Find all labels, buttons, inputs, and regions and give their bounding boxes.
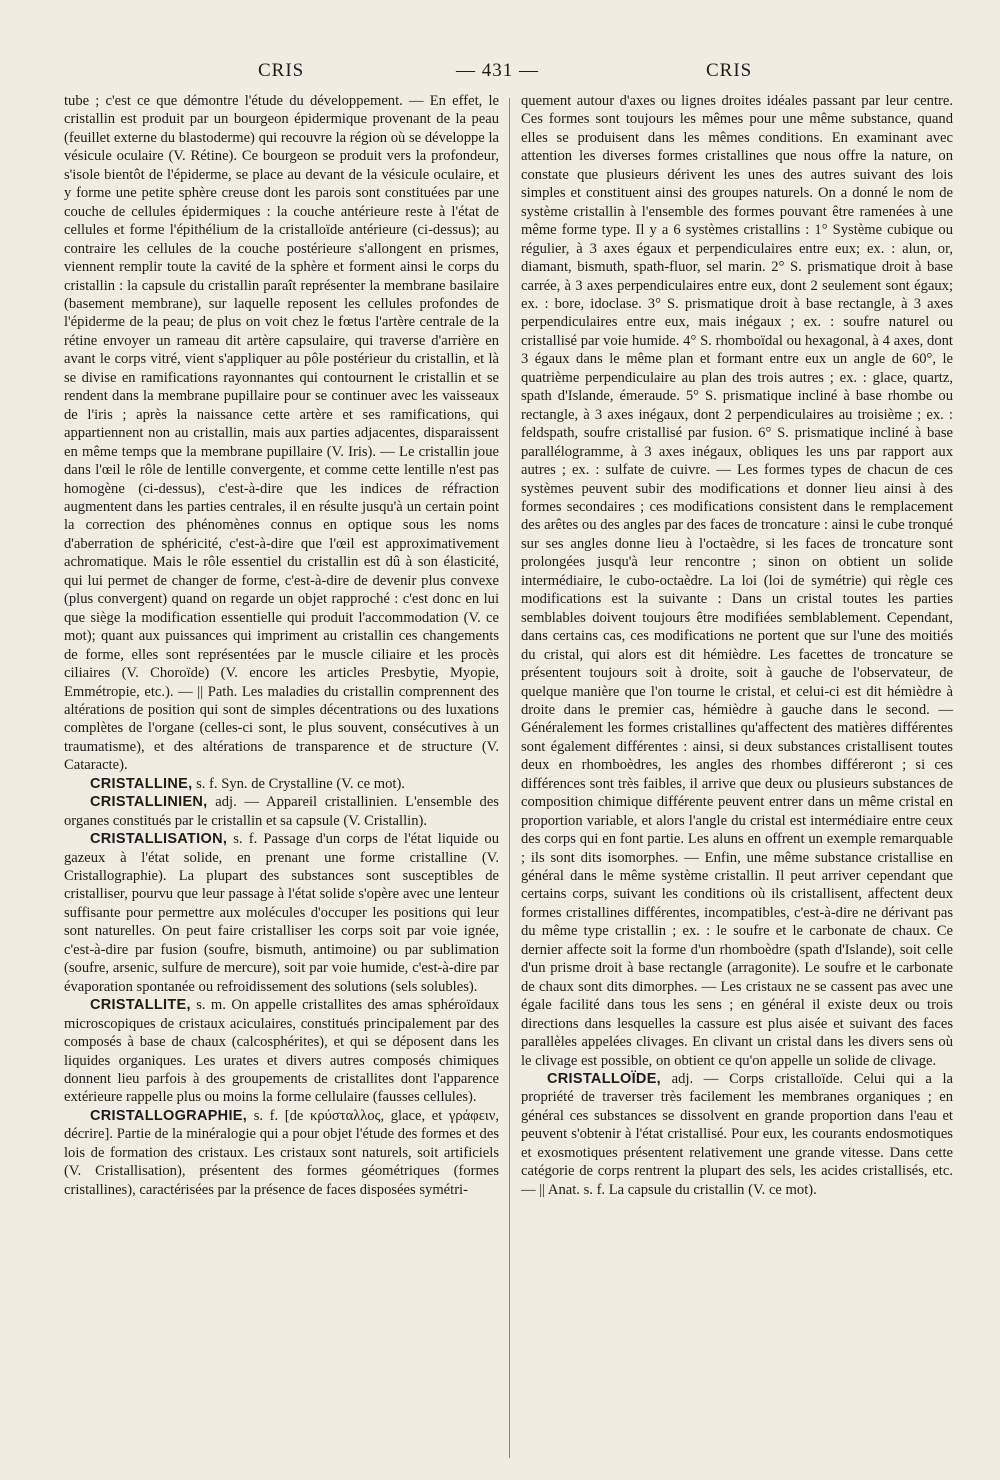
entry-body: adj. — Appareil cristallinien. L'ensemble des organes constitués par le cristallin et sa capsule (V. Cristallin).: [64, 794, 499, 829]
entry-body: s. m. On appelle cristallites des amas sphéroïdaux microscopiques de cristaux aciculaires, constitués principalement par des composés à base de chaux (calcosphérites), et qui se déposent dans les liquides organiques. Les urates et divers autres composés chimiques donnent lieu parfois à des groupements de cristallites dont l'apparence extérieure rappelle plus ou moins la forme cellulaire (fausses cellules).: [64, 997, 499, 1106]
headword: CRISTALLINIEN,: [90, 794, 208, 811]
left-column: [64, 92, 499, 1199]
entry-cristalloide: [521, 1070, 953, 1199]
headword: CRISTALLISATION,: [90, 831, 228, 848]
entry-cristallographie: [64, 1107, 499, 1199]
cristallin-continuation: tube ; c'est ce que démontre l'étude du développement. — En effet, le cristallin est produit par un bourgeon épidermique provenant de la peau (feuillet externe du blastoderme) qui recouvre la région où se développe la vésicule oculaire (V. Rétine). Ce bourgeon se produit vers la profondeur, s'isole bientôt de l'épiderme, se place au devant de la vésicule oculaire, et y forme une petite sphère creuse dont les parois sont constituées par une couche de cellules épidermiques : la couche antérieure reste à l'état de cellules et forme l'épithélium de la cristalloïde antérieure (ci-dessus); au contraire les cellules de la couche postérieure s'allongent en prismes, viennent remplir toute la cavité de la sphère et forment ainsi le corps du cristallin : la capsule du cristallin paraît représenter la membrane basilaire (basement membrane), sur laquelle reposent les cellules profondes de l'épiderme de la peau; de plus on voit chez le fœtus l'artère centrale de la rétine envoyer un rameau dit artère capsulaire, qui traverse d'arrière en avant le corps vitré, vient s'appliquer au pôle postérieur du cristallin, et là se divise en ramifications rayonnantes qui contournent le cristallin et se rendent dans la membrane pupillaire pour se continuer avec les vaisseaux de l'iris ; après la naissance cette artère et ses ramifications, qui appartiennent non au cristallin, mais aux parties adjacentes, disparaissent en même temps que la membrane pupillaire (V. Iris). — Le cristallin joue dans l'œil le rôle de lentille convergente, et comme cette lentille n'est pas homogène (ci-dessus), c'est-à-dire que les indices de réfraction augmentent dans les parties centrales, il en résulte jusqu'à un certain point la correction des phénomènes connus en optique sous les noms d'aberration de sphéricité, c'est-à-dire que l'œil est approximativement achromatique. Mais le rôle essentiel du cristallin est dû à son élasticité, qui lui permet de changer de forme, c'est-à-dire de devenir plus convexe (plus convergent) quand on regarde un objet rapproché : c'est donc en lui que siège la modification essentielle qui produit l'accommodation (V. ce mot); quant aux puissances qui impriment au cristallin ces changements de forme, elles sont représentées par le muscle ciliaire et les procès ciliaires (V. Choroïde) (V. encore les articles Presbytie, Myopie, Emmétropie, etc.). — || Path. Les maladies du cristallin comprennent des altérations de position qui sont de simples décentrations ou des luxations complètes de l'organe (celles-ci sont, le plus souvent, consécutives à un traumatisme), et des altérations de transparence et de structure (V. Cataracte).: [64, 93, 499, 774]
entry-body: adj. — Corps cristalloïde. Celui qui a la propriété de traverser très facilement les membranes organiques ; en général ces substances se dissolvent en grande proportion dans l'eau et peuvent s'obtenir à l'état cristallisé. Pour eux, les courants endosmotiques et exosmotiques présentent relativement une grande vitesse. Dans cette catégorie de corps rentrent la plupart des sels, les acides cristallisés, etc. — || Anat. s. f. La capsule du cristallin (V. ce mot).: [521, 1071, 953, 1198]
entry-body: s. f. Passage d'un corps de l'état liquide ou gazeux à l'état solide, en prenant une forme cristalline (V. Cristallographie). La plupart des substances sont susceptibles de cristalliser, pourvu que leur passage à l'état solide s'opère avec une lenteur suffisante pour permettre aux molécules d'occuper les positions qui leur sont naturelles. On peut faire cristalliser les corps soit par voie ignée, c'est-à-dire par fusion (soufre, bismuth, antimoine) ou par sublimation (soufre, arsenic, sulfure de mercure), soit par voie humide, c'est-à-dire par évaporation spontanée ou refroidissement des solutions (sels solubles).: [64, 831, 499, 995]
entry-cristalline: [64, 775, 499, 793]
cristallographie-continuation: quement autour d'axes ou lignes droites idéales passant par leur centre. Ces formes sont toujours les mêmes pour une même substance, quand elles se produisent dans les mêmes conditions. En examinant avec attention les diverses formes cristallines que nous offre la nature, on constate que plusieurs dérivent les unes des autres suivant des lois simples et constituent ainsi des groupes naturels. On a donné le nom de système cristallin à l'ensemble des formes pouvant être ramenées à une même forme type. Il y a 6 systèmes cristallins : 1° Système cubique ou régulier, à 3 axes égaux et perpendiculaires entre eux; ex. : alun, or, diamant, bismuth, spath-fluor, sel marin. 2° S. prismatique droit à base carrée, à 3 axes perpendiculaires entre eux, dont 2 seulement sont égaux; ex. : bore, idoclase. 3° S. prismatique droit à base rectangle, à 3 axes perpendiculaires entre eux, mais inégaux ; ex. : soufre naturel ou cristallisé par voie humide. 4° S. rhomboïdal ou hexagonal, à 4 axes, dont 3 égaux dans le même plan et formant entre eux un angle de 60°, le quatrième perpendiculaire au plan des trois autres ; ex. : glace, quartz, spath d'Islande, émeraude. 5° S. prismatique incliné à base rhombe ou rectangle, à 3 axes inégaux, dont 2 perpendiculaires au troisième ; ex. : feldspath, soufre cristallisé par fusion. 6° S. prismatique incliné à base parallélogramme, à 3 axes inégaux, obliques les uns par rapport aux autres ; ex. : sulfate de cuivre. — Les formes types de chacun de ces systèmes peuvent subir des modifications et donner lieu ainsi à des formes secondaires ; ces modifications consistent dans le remplacement des arêtes ou des angles par des faces de troncature : ainsi le cube tronqué sur ses angles donne lieu à l'octaèdre, si les faces de troncature sont prolongées jusqu'à leur rencontre ; sinon on obtient un solide intermédiaire, le cubo-octaèdre. La loi (loi de symétrie) qui règle ces modifications est la suivante : Dans un cristal toutes les parties semblables doivent toujours être modifiées semblablement. Cependant, dans certains cas, ces modifications ne portent que sur l'une des moitiés du cristal, qui alors est dit hémièdre. Les facettes de troncature se présentent toujours soit à droite, soit à gauche de l'observateur, de quelque manière que l'on tourne le cristal, et celui-ci est dit hémièdre à droite dans le premier cas, hémièdre à gauche dans le second. — Généralement les formes cristallines qu'affectent des matières différentes sont également différentes : ainsi, si deux substances cristallisent toutes deux en rhomboèdres, les angles des rhombes différeront ; si ces différences sont très faibles, il arrive que deux ou plusieurs substances de composition chimique différente peuvent entrer dans un même cristal en proportion variable, et alors l'angle du cristal est intermédiaire entre ceux des corps qui en font partie. Les aluns en offrent un exemple remarquable ; ils sont dits isomorphes. — Enfin, une même substance cristallise en général dans le même système cristallin. Il peut arriver cependant que certains corps, suivant les conditions où ils cristallisent, affectent deux formes cristallines différentes, incompatibles, c'est-à-dire ne dérivant pas du même type cristallin ; ex. : le soufre et le carbonate de chaux. Ce dernier affecte soit la forme d'un rhomboèdre (spath d'Islande), soit celle d'un prisme droit à base rectangle (arragonite). Le soufre et le carbonate de chaux sont dits dimorphes. — Les cristaux ne se cassent pas avec une égale facilité dans tous les sens ; en général il existe deux ou trois directions dans lesquelles la cassure est plus aisée et suivant des faces parallèles appelées clivages. En clivant un cristal dans les divers sens où le clivage est possible, on obtient ce qu'on appelle un solide de clivage.: [521, 93, 953, 1069]
entry-cristallinien: [64, 793, 499, 830]
page-header: [0, 60, 1000, 90]
entry-body: s. f. Syn. de Crystalline (V. ce mot).: [196, 775, 405, 792]
running-head-right: CRIS: [706, 60, 753, 81]
column-divider: [509, 98, 510, 1458]
running-head-left: CRIS: [258, 60, 305, 81]
headword: CRISTALLINE,: [90, 775, 193, 792]
entry-cristallisation: [64, 830, 499, 996]
right-column: [521, 92, 953, 1199]
headword: CRISTALLOÏDE,: [547, 1071, 661, 1088]
headword: CRISTALLOGRAPHIE,: [90, 1107, 248, 1124]
headword: CRISTALLITE,: [90, 997, 191, 1014]
page-number: — 431 —: [456, 60, 539, 81]
entry-body: s. f. [de κρύσταλλος, glace, et γράφειν, décrire]. Partie de la minéralogie qui a pour objet l'étude des formes et des lois de formation des cristaux. Les cristaux sont naturels, soit artificiels (V. Cristallisation), présentent des formes géométriques (formes cristallines), caractérisées par la présence de faces disposées symétri-: [64, 1107, 499, 1198]
entry-cristallite: [64, 996, 499, 1107]
